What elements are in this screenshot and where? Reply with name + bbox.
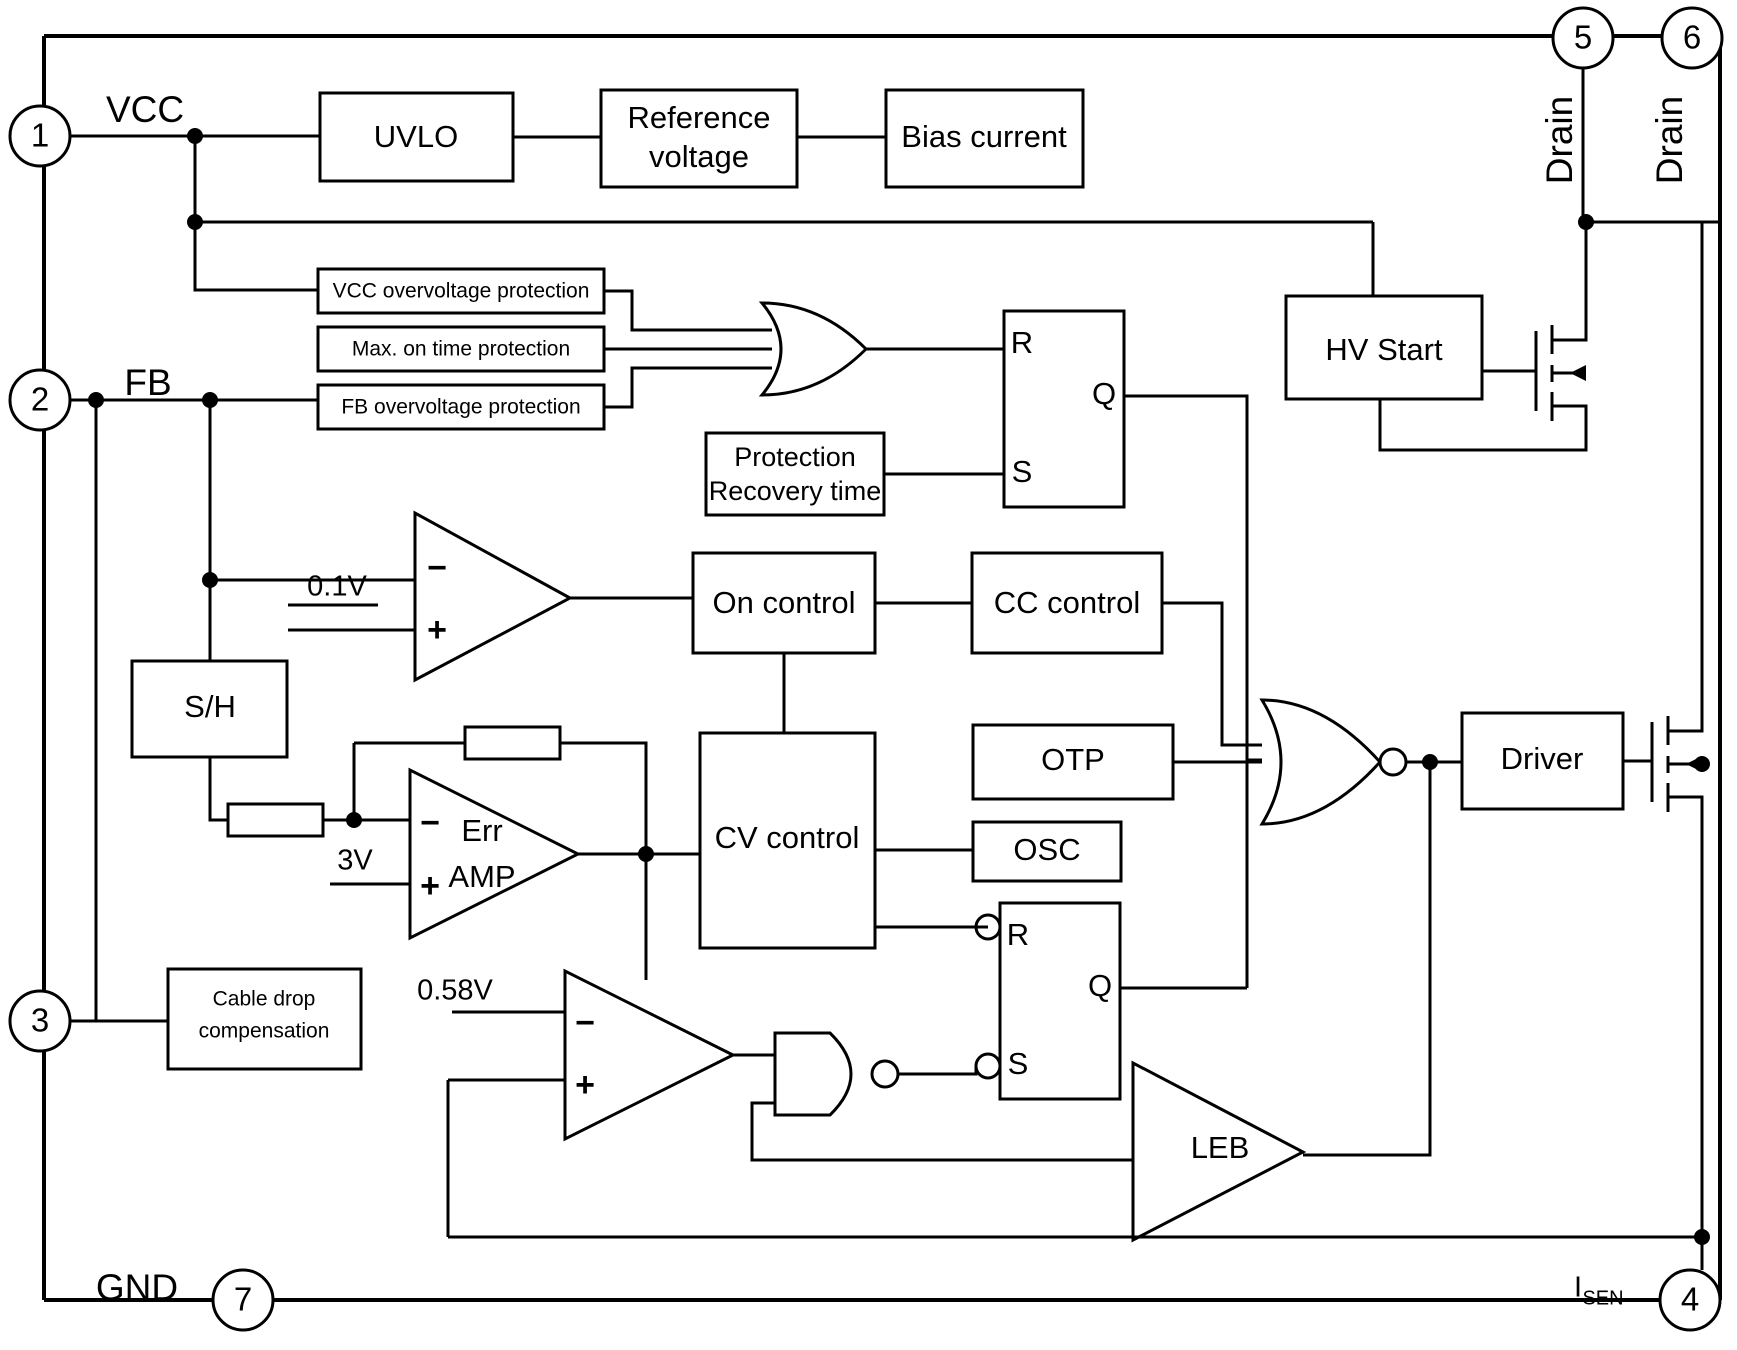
block-fb-ovp-label: FB overvoltage protection: [341, 395, 581, 419]
block-leb-label: LEB: [1190, 1130, 1250, 1166]
block-cv-control: [700, 733, 875, 948]
pin-7: [213, 1270, 273, 1330]
or-gate-protection: [762, 303, 866, 395]
label-fb: FB: [124, 361, 172, 403]
label-drain-6: Drain: [1648, 95, 1690, 185]
pin-5: [1553, 8, 1613, 68]
block-osc: [973, 822, 1121, 881]
label-drain-5: Drain: [1538, 95, 1580, 185]
pin-5-number: 5: [1573, 18, 1593, 56]
block-protection-recovery-label-1: Protection: [734, 442, 856, 473]
latch-top: [1004, 311, 1124, 507]
pin-2: [10, 370, 210, 430]
err-amp-label-2: AMP: [448, 859, 516, 895]
block-cc-control: [972, 553, 1162, 653]
latch-bottom-r-label: R: [1006, 917, 1030, 953]
block-cc-control-label: CC control: [993, 585, 1141, 621]
block-sample-hold: [132, 661, 287, 757]
label-isen-subscript: SEN: [1582, 1287, 1624, 1310]
block-driver-label: Driver: [1500, 741, 1584, 777]
block-driver: [1462, 713, 1623, 809]
block-fb-overvoltage-protection: [318, 385, 604, 429]
block-on-control-label: On control: [712, 585, 856, 621]
output-mosfet: [1623, 222, 1710, 1236]
pin-2-number: 2: [30, 380, 50, 418]
label-vcc: VCC: [105, 88, 185, 130]
pin-3-number: 3: [30, 1001, 50, 1039]
comparator-0p58v: [417, 971, 775, 1237]
pin-6: [1662, 8, 1722, 68]
comparator-0p58v-plus-sign: +: [575, 1065, 595, 1104]
label-isen: I: [1573, 1271, 1583, 1304]
pin-6-number: 6: [1682, 18, 1702, 56]
resistor-input: [228, 804, 410, 836]
block-reference-voltage-label-2: voltage: [649, 139, 749, 175]
block-otp-label: OTP: [1041, 742, 1105, 778]
block-hv-start-label: HV Start: [1325, 332, 1443, 368]
comparator-fb-minus-sign: −: [427, 548, 447, 587]
pin-3: [10, 991, 168, 1051]
latch-top-r-label: R: [1010, 325, 1034, 361]
pin-4: [1660, 1270, 1720, 1330]
block-reference-voltage-label-1: Reference: [627, 100, 771, 136]
err-amp-minus-sign: −: [420, 803, 440, 842]
wires-protection-to-or: [604, 291, 772, 407]
ref-3v-label: 3V: [337, 844, 373, 877]
latch-top-s-label: S: [1011, 454, 1033, 490]
latch-bottom-s-label: S: [1007, 1046, 1029, 1082]
block-protection-recovery-time: [706, 433, 884, 515]
block-on-control: [693, 553, 875, 653]
latch-bottom-q-label: Q: [1087, 968, 1113, 1004]
latch-bottom: [976, 903, 1120, 1099]
block-leb: [1120, 1063, 1303, 1240]
err-amp-label-1: Err: [461, 813, 503, 849]
block-bias-current-label: Bias current: [901, 119, 1067, 155]
comparator-fb-0p1v: [288, 513, 693, 680]
label-gnd: GND: [95, 1266, 179, 1308]
chip-boundary: [44, 36, 1720, 1300]
comparator-0p58v-minus-sign: −: [575, 1003, 595, 1042]
pin-1-number: 1: [30, 116, 50, 154]
ref-0p58v-label: 0.58V: [417, 974, 493, 1007]
pin-4-number: 4: [1680, 1280, 1700, 1318]
block-uvlo: [320, 93, 513, 181]
block-vcc-overvoltage-protection: [318, 269, 604, 313]
block-uvlo-label: UVLO: [373, 119, 459, 155]
wire-or-to-leb: [1303, 762, 1430, 1155]
block-max-on-time-label: Max. on time protection: [351, 337, 571, 361]
isen-wiring: [448, 1229, 1710, 1270]
latch-top-q-label: Q: [1091, 376, 1117, 412]
block-reference-voltage: [601, 90, 797, 187]
block-max-on-time-protection: [318, 327, 604, 371]
block-cable-drop-label-1: Cable drop: [212, 987, 316, 1011]
block-sample-hold-label: S/H: [184, 689, 236, 725]
block-hv-start: [1286, 296, 1482, 399]
block-cv-control-label: CV control: [714, 820, 860, 856]
block-bias-current: [886, 90, 1083, 187]
block-protection-recovery-label-2: Recovery time: [708, 476, 882, 507]
ref-0p1v-label: 0.1V: [307, 570, 367, 603]
block-vcc-ovp-label: VCC overvoltage protection: [332, 279, 590, 303]
or-gate-output: [1262, 700, 1406, 824]
block-cable-drop-label-2: compensation: [198, 1019, 330, 1043]
wire-sh-out: [210, 757, 228, 820]
err-amp-plus-sign: +: [420, 866, 440, 905]
block-otp: [973, 725, 1173, 799]
comparator-fb-plus-sign: +: [427, 610, 447, 649]
block-cable-drop-compensation: [168, 969, 361, 1069]
pin-7-number: 7: [233, 1280, 253, 1318]
block-osc-label: OSC: [1013, 832, 1081, 868]
